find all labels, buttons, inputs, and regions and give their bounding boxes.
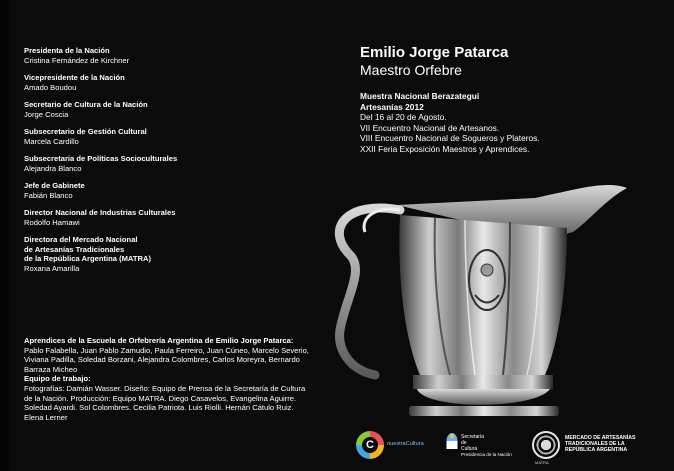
- event-subtitle: Artesanías 2012: [360, 101, 424, 112]
- credit-name: Fabián Blanco: [24, 190, 73, 200]
- credit-name: Roxana Amarilla: [24, 263, 80, 273]
- credit-name: Amado Boudou: [24, 82, 77, 92]
- apprentices-names: Pablo Falabella, Juan Pablo Zamudio, Paula Ferreiro, Juan Cúneo, Marcelo Severio, Viviana Padilla, Soledad Borzani, Alejandra Colombres, Carlos Moreyra, Bernardo Barraza Micheo: [24, 345, 309, 374]
- credit-name: Alejandra Blanco: [24, 163, 82, 173]
- sponsor-logos: [354, 428, 664, 466]
- secretaria-cultura-logo: [446, 428, 536, 464]
- credit-entry: [24, 208, 304, 227]
- secretaria-logo-subtext: Presidencia de la Nación: [461, 452, 512, 457]
- nuestra-cultura-logo: [354, 428, 444, 464]
- secretaria-logo-text: Secretaría de Cultura: [461, 434, 485, 452]
- credit-role: Secretario de Cultura de la Nación: [24, 100, 148, 109]
- credit-entry: [24, 46, 304, 65]
- team-heading: Equipo de trabajo:: [24, 374, 91, 384]
- silver-pitcher-image: [305, 170, 645, 430]
- credit-name: Rodolfo Hamawi: [24, 217, 80, 227]
- event-line: Del 16 al 20 de Agosto.: [360, 112, 447, 123]
- matra-logo: [532, 428, 664, 466]
- credit-entry: [24, 100, 304, 119]
- team-text: Fotografías: Damián Wasser. Diseño: Equipo de Prensa de la Secretaría de Cultura de la Nación. Producción: Equipo MATRA. Diego Casavelos, Evangelina Aguirre. Soledad Ayardi. Sol Colombres. Cecilia Patriota. Luis Riolli. Hernán Cátulo Ruiz. Elena Lerner: [24, 383, 306, 422]
- artist-role: Maestro Orfebre: [360, 62, 462, 78]
- apprentices-and-team: [24, 336, 314, 422]
- matra-seal-icon: [532, 431, 560, 459]
- event-line: VIII Encuentro Nacional de Sogueros y Plateros.: [360, 133, 540, 144]
- credit-role: Directora del Mercado Nacional de Artesanías Tradicionales de la República Argentina (MATRA): [24, 235, 151, 263]
- event-line: XXII Feria Exposición Maestros y Aprendices.: [360, 143, 530, 154]
- credit-role: Presidenta de la Nación: [24, 46, 110, 55]
- credit-name: Marcela Cardillo: [24, 136, 79, 146]
- matra-seal-label: MATRA: [535, 460, 549, 465]
- credit-entry: [24, 235, 304, 273]
- credit-name: Cristina Fernández de Kirchner: [24, 55, 130, 65]
- credit-entry: [24, 127, 304, 146]
- apprentices-heading: Aprendices de la Escuela de Orfebrería Argentina de Emilio Jorge Patarca:: [24, 336, 294, 345]
- event-info: [360, 91, 660, 155]
- credit-role: Subsecretario de Gestión Cultural: [24, 127, 147, 136]
- cultura-logo-text: nuestraCultura: [387, 441, 424, 447]
- credit-entry: [24, 154, 304, 173]
- national-shield-icon: [446, 432, 458, 450]
- event-line: VII Encuentro Nacional de Artesanos.: [360, 122, 500, 133]
- credit-entry: [24, 181, 304, 200]
- credit-role: Jefe de Gabinete: [24, 181, 85, 190]
- cultura-circle-icon: [356, 431, 384, 459]
- artist-name: Emilio Jorge Patarca: [360, 44, 509, 61]
- credits-list: [24, 46, 304, 281]
- matra-logo-text: MERCADO DE ARTESANÍAS TRADICIONALES DE LA REPÚBLICA ARGENTINA: [565, 435, 636, 454]
- credit-role: Subsecretaria de Políticas Socioculturales: [24, 154, 178, 163]
- credit-entry: [24, 73, 304, 92]
- credit-role: Director Nacional de Industrias Culturales: [24, 208, 176, 217]
- credit-role: Vicepresidente de la Nación: [24, 73, 125, 82]
- cultura-letter: C: [362, 437, 378, 453]
- page-edge: [0, 0, 9, 471]
- credit-name: Jorge Coscia: [24, 109, 69, 119]
- title-block: [360, 44, 660, 155]
- event-title: Muestra Nacional Berazategui: [360, 91, 480, 101]
